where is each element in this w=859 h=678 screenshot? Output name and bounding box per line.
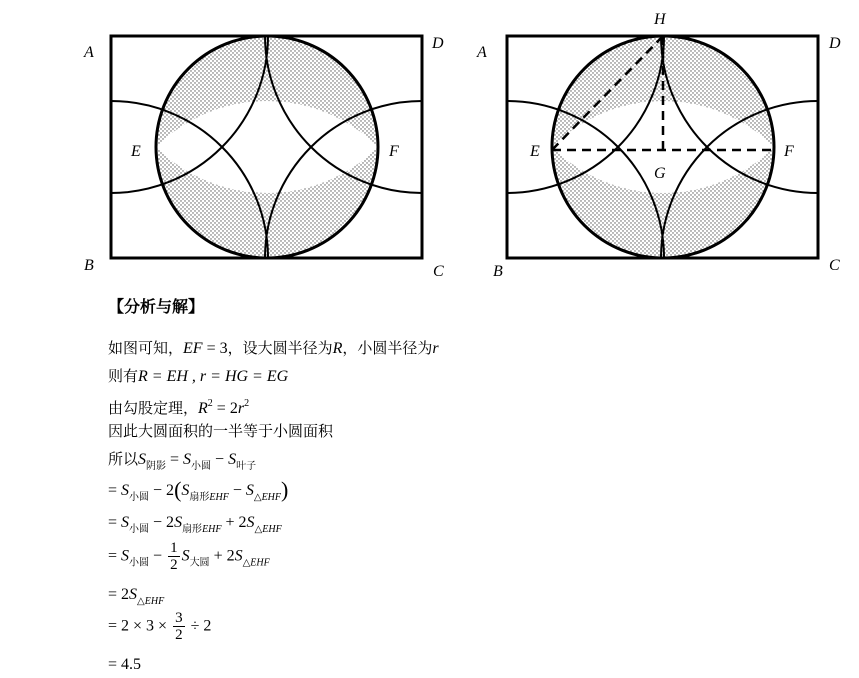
solution-line-3: [108, 394, 249, 419]
subscript: △: [137, 596, 145, 607]
text: 因此大圆面积的一半等于小圆面积: [108, 422, 334, 440]
label-a: A: [477, 44, 487, 61]
subscript: EHF: [250, 557, 270, 569]
denominator: 2: [170, 557, 178, 573]
subscript: EHF: [261, 492, 282, 503]
label-b: B: [84, 257, 94, 274]
var-s: S: [245, 482, 254, 499]
operator: = 2: [212, 400, 238, 417]
analysis-heading: 【分析与解】: [108, 297, 205, 316]
solution-line-8: [108, 540, 270, 574]
label-h: H: [654, 11, 666, 28]
operator: −: [211, 451, 229, 468]
text: 所以: [108, 450, 139, 468]
var-s: S: [181, 482, 190, 499]
subscript: EHF: [202, 524, 222, 535]
var-s: S: [246, 514, 255, 531]
operator: =: [108, 482, 122, 499]
subscript: 叶子: [236, 461, 257, 472]
operator: −: [149, 547, 167, 565]
label-e: E: [131, 143, 141, 160]
subscript: EHF: [262, 524, 282, 535]
operator: −: [228, 482, 246, 499]
subscript: △: [242, 557, 251, 569]
subscript: △: [254, 524, 263, 535]
right-figure: [350, 0, 859, 290]
operator: − 2: [149, 514, 175, 531]
geometry-figures: [0, 0, 859, 290]
solution-line-10: [108, 610, 211, 643]
var-r-small: r: [432, 340, 439, 357]
subscript: EHF: [209, 492, 229, 503]
subscript: 小圆: [129, 524, 150, 535]
var-r-small: r: [237, 400, 245, 417]
operator: + 2: [221, 514, 247, 531]
var-s: S: [121, 482, 130, 499]
subscript: 扇形: [182, 524, 203, 535]
subscript: 扇形: [189, 492, 210, 503]
numerator: 1: [170, 540, 178, 556]
solution-line-5: [108, 449, 256, 477]
subscript: 小圆: [191, 461, 212, 472]
subscript: 大圆: [189, 557, 210, 569]
paren: ): [281, 477, 289, 502]
solution-line-7: [108, 512, 282, 540]
var-s: S: [138, 451, 147, 468]
final-answer: = 4.5: [108, 656, 142, 673]
label-c: C: [829, 257, 840, 274]
fraction: [168, 540, 180, 573]
text: 如图可知，: [108, 339, 184, 357]
var-r-big: R: [198, 400, 208, 417]
label-g: G: [654, 165, 666, 182]
var-ef: EF: [183, 340, 203, 357]
text: ，设大圆半径为: [227, 339, 333, 357]
text: 由勾股定理，: [108, 399, 199, 417]
var-s: S: [121, 547, 130, 565]
solution-line-6: [108, 477, 289, 508]
var-s: S: [234, 547, 243, 565]
label-f: F: [389, 143, 399, 160]
exponent: 2: [207, 398, 213, 409]
label-e: E: [530, 143, 540, 160]
var-s: S: [121, 514, 130, 531]
operator: = 2: [108, 586, 130, 603]
label-c: C: [433, 263, 444, 280]
var-s: S: [174, 514, 183, 531]
denominator: 2: [175, 627, 183, 643]
solution-line-4: [108, 421, 333, 441]
operator: =: [108, 547, 122, 565]
paren: (: [174, 477, 182, 502]
label-b: B: [493, 263, 503, 280]
subscript: 阴影: [146, 461, 167, 472]
solution-line-11: [108, 654, 141, 675]
label-d: D: [829, 35, 841, 52]
solution-line-1: [108, 338, 439, 359]
var-s: S: [129, 586, 138, 603]
var-s: S: [228, 451, 237, 468]
subscript: △: [253, 492, 262, 503]
text: ，小圆半径为: [342, 339, 433, 357]
operator: =: [166, 451, 184, 468]
expression: ÷ 2: [186, 617, 212, 635]
value: = 3: [202, 340, 228, 357]
operator: − 2: [149, 482, 175, 499]
exponent: 2: [244, 398, 250, 409]
left-figure: [0, 0, 579, 290]
numerator: 3: [175, 610, 183, 626]
subscript: EHF: [144, 596, 165, 607]
subscript: 小圆: [129, 557, 150, 569]
subscript: 小圆: [129, 492, 150, 503]
label-f: F: [784, 143, 794, 160]
solution-line-2: [108, 366, 288, 387]
operator: =: [108, 514, 122, 531]
var-s: S: [181, 547, 190, 565]
quarter-arcs: [350, 0, 859, 290]
text: 则有: [108, 367, 139, 385]
operator: + 2: [209, 547, 235, 565]
fraction: [173, 610, 185, 643]
var-s: S: [183, 451, 192, 468]
label-a: A: [84, 44, 94, 61]
solution-line-9: [108, 584, 164, 612]
var-r-big: R: [332, 340, 343, 357]
label-d: D: [432, 35, 444, 52]
equation: R = EH , r = HG = EG: [138, 368, 289, 385]
expression: = 2 × 3 ×: [108, 617, 172, 635]
